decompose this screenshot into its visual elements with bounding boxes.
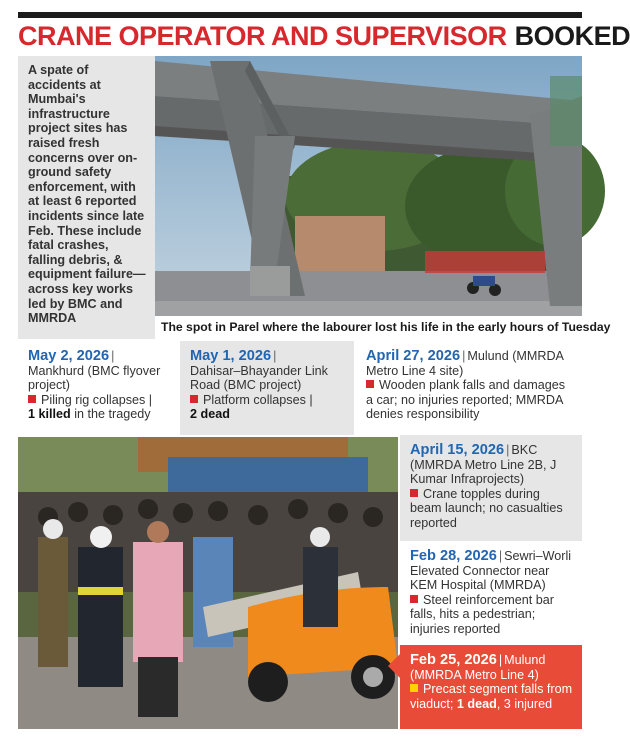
incident-outcome-bold: 2 dead xyxy=(190,407,230,422)
highlight-pointer-icon xyxy=(388,654,400,678)
incident-location: Mulund (MMRDA Metro Line 4 site) xyxy=(366,349,564,378)
bullet-square-icon xyxy=(410,595,418,603)
photo-caption: The spot in Parel where the labourer lost his life in the early hours of Tuesday xyxy=(155,316,582,339)
incident-date: May 2, 2026 xyxy=(28,348,110,364)
incident-location: BKC (MMRDA Metro Line 2B, J Kumar Infraprojects) xyxy=(410,443,557,487)
incident-card xyxy=(180,341,354,435)
bullet-square-icon xyxy=(28,395,36,403)
bullet-square-icon xyxy=(366,380,374,388)
incident-card xyxy=(356,341,582,435)
headline xyxy=(18,20,630,52)
bullet-square-icon xyxy=(410,489,418,497)
incident-date: Feb 25, 2026 xyxy=(410,652,497,668)
incident-event: Wooden plank falls and damages a car; no injuries reported; MMRDA denies responsibility xyxy=(366,378,565,422)
date-separator: | xyxy=(111,349,115,363)
incident-event: Piling rig collapses | xyxy=(41,392,153,407)
incident-card-highlighted xyxy=(400,645,582,729)
date-separator: | xyxy=(273,349,277,363)
accident-scene-illustration xyxy=(18,437,398,729)
incident-date: April 27, 2026 xyxy=(366,348,461,364)
bullet-square-icon xyxy=(190,395,198,403)
incident-date: Feb 28, 2026 xyxy=(410,548,497,564)
incident-outcome: , 3 injured xyxy=(496,696,553,711)
date-separator: | xyxy=(498,653,503,667)
incident-event: Steel reinforcement bar falls, hits a pedestrian; injuries reported xyxy=(410,592,554,636)
incident-date: May 1, 2026 xyxy=(190,348,272,364)
incident-date: April 15, 2026 xyxy=(410,442,505,458)
incident-location: Mankhurd (BMC flyover project) xyxy=(28,363,161,393)
incident-location: Dahisar–Bhayander Link Road (BMC project) xyxy=(190,363,328,393)
bullet-square-icon xyxy=(410,684,418,692)
parel-site-photo xyxy=(155,56,611,339)
date-separator: | xyxy=(498,549,503,563)
incident-card xyxy=(18,341,178,435)
parel-site-illustration xyxy=(155,56,582,339)
date-separator: | xyxy=(462,349,466,363)
crane-accident-photo xyxy=(18,437,398,729)
incident-event: Crane topples during beam launch; no casualties reported xyxy=(410,486,563,530)
headline-black: BOOKED xyxy=(514,20,630,51)
incident-event: Platform collapses | xyxy=(203,392,313,407)
incident-location: Sewri–Worli Elevated Connector near KEM Hospital (MMRDA) xyxy=(410,549,572,593)
incident-outcome-bold: 1 killed xyxy=(28,407,71,422)
headline-rule xyxy=(18,12,582,18)
incident-card xyxy=(400,435,582,541)
date-separator: | xyxy=(506,443,510,457)
incident-location: Mulund (MMRDA Metro Line 4) xyxy=(410,653,546,682)
headline-red: CRANE OPERATOR AND SUPERVISOR xyxy=(18,20,507,51)
incident-outcome: in the tragedy xyxy=(70,407,151,422)
intro-text: A spate of accidents at Mumbai's infrastructure project sites has raised fresh concerns over on-ground safety enforcement, with at least 6 reported incidents since late Feb. These include fatal crashes, falling debris, & equipment failure—across key works led by BMC and MMRDA xyxy=(18,56,155,339)
incident-event: Precast segment falls from viaduct; xyxy=(410,682,573,711)
incident-card xyxy=(400,541,582,645)
incident-outcome-bold: 1 dead xyxy=(453,696,497,711)
